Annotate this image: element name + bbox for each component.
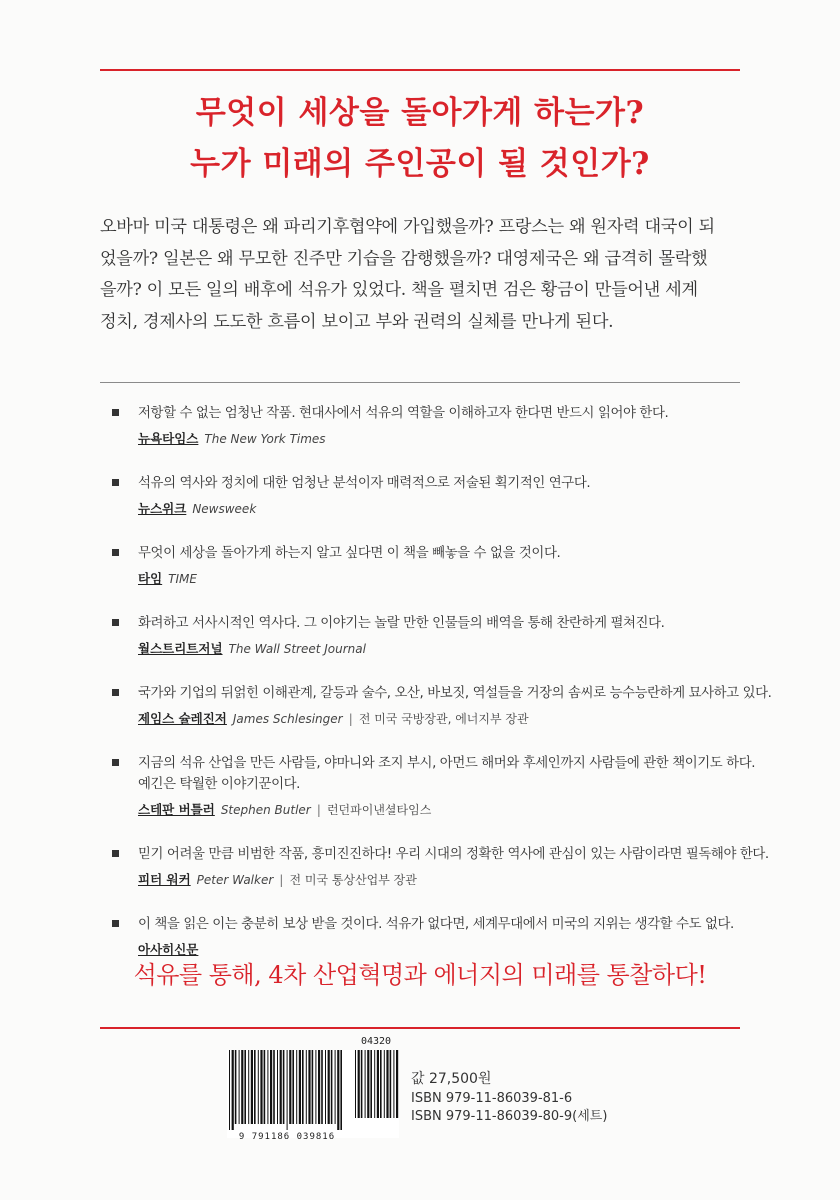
barcode-bar — [321, 1050, 323, 1124]
review-item — [112, 844, 769, 889]
addon-number: 04320 — [360, 1036, 392, 1047]
barcode-bar — [244, 1050, 246, 1124]
separator: | — [316, 802, 321, 817]
barcode-bar — [390, 1050, 392, 1118]
review-item — [112, 473, 742, 518]
review-quote: 믿기 어려울 만큼 비범한 작품, 흥미진진하다! 우리 시대의 정확한 역사에 관심이 있는 사람이라면 필독해야 한다. — [138, 847, 769, 862]
review-item — [112, 403, 742, 448]
intro-line: 오바마 미국 대통령은 왜 파리기후협약에 가입했을까? 프랑스는 왜 원자력 대국이 되 — [100, 217, 715, 237]
barcode-bar — [292, 1050, 294, 1124]
review-item — [112, 613, 742, 658]
source-name-korean: 피터 워커 — [138, 872, 191, 887]
barcode-bar — [254, 1050, 256, 1124]
headline — [100, 88, 740, 190]
review-quote: 지금의 석유 산업을 만든 사람들, 야마니와 조지 부시, 아먼드 해머와 후세인까지 사람들에 관한 책이기도 하다. — [138, 756, 756, 771]
barcode-bar — [386, 1050, 388, 1118]
ean13-barcode — [227, 1050, 345, 1130]
barcode-bar — [312, 1050, 314, 1124]
barcode-bar — [335, 1050, 336, 1124]
barcode-bar — [267, 1050, 268, 1124]
barcode-bar — [384, 1050, 385, 1118]
review-list — [112, 403, 772, 984]
barcode-bar — [280, 1050, 282, 1124]
barcode — [227, 1036, 399, 1142]
barcode-bar — [264, 1050, 266, 1124]
source-name-english: Peter Walker — [196, 873, 274, 887]
barcode-bar — [318, 1050, 320, 1124]
review-quote: 국가와 기업의 뒤얽힌 이해관계, 갈등과 술수, 오산, 바보짓, 역설들을 거장의 솜씨로 능수능란하게 묘사하고 있다. — [138, 686, 772, 701]
barcode-bar — [232, 1050, 234, 1130]
tagline: 석유를 통해, 4차 산업혁명과 에너지의 미래를 통찰하다! — [133, 961, 707, 989]
barcode-bar — [358, 1050, 360, 1118]
barcode-bar — [328, 1050, 330, 1124]
price-isbn-block — [411, 1070, 607, 1126]
bullet-square-icon — [112, 689, 119, 696]
headline-line-2: 누가 미래의 주인공이 될 것인가? — [190, 146, 650, 182]
barcode-bar — [355, 1050, 356, 1118]
intro-line: 정치, 경제사의 도도한 흐름이 보이고 부와 권력의 실체를 만나게 된다. — [100, 311, 614, 332]
review-item — [112, 683, 772, 728]
source-name-english: Stephen Butler — [220, 803, 311, 817]
source-name-korean: 아사히신문 — [138, 942, 199, 957]
source-name-english: TIME — [168, 572, 197, 586]
barcode-bar — [370, 1050, 372, 1118]
barcode-bar — [340, 1050, 342, 1130]
barcode-bar — [239, 1050, 240, 1124]
review-item — [112, 914, 742, 959]
headline-line-1: 무엇이 세상을 돌아가게 하는가? — [195, 95, 645, 131]
top-red-rule — [100, 69, 740, 71]
barcode-bar — [289, 1050, 291, 1124]
barcode-bar — [380, 1050, 382, 1118]
bullet-square-icon — [112, 619, 119, 626]
bottom-red-rule — [100, 1027, 740, 1029]
review-quote: 저항할 수 없는 엄청난 작품. 현대사에서 석유의 역할을 이해하고자 한다면 반드시 읽어야 한다. — [138, 406, 669, 421]
intro-line: 을까? 이 모든 일의 배후에 석유가 있었다. 책을 펼치면 검은 황금이 만들어낸 세계 — [100, 280, 698, 300]
barcode-bar — [393, 1050, 394, 1118]
review-quote: 무엇이 세상을 돌아가게 하는지 알고 싶다면 이 책을 빼놓을 수 없을 것이다. — [138, 546, 561, 561]
source-name-korean: 타임 — [138, 571, 163, 586]
source-description: 런던파이낸셜타임스 — [326, 803, 432, 817]
bullet-square-icon — [112, 549, 119, 556]
source-name-english: Newsweek — [192, 502, 257, 516]
barcode-bar — [365, 1050, 366, 1118]
review-item — [112, 753, 756, 819]
barcode-bar — [306, 1050, 307, 1124]
source-description: 전 미국 통상산업부 장관 — [289, 873, 417, 887]
addon-barcode — [353, 1050, 399, 1130]
isbn-individual: ISBN 979-11-86039-81-6 — [411, 1091, 573, 1106]
barcode-bar — [260, 1050, 262, 1124]
barcode-bar — [248, 1050, 249, 1124]
barcode-bar — [302, 1050, 304, 1124]
source-description: 전 미국 국방장관, 에너지부 장관 — [358, 712, 529, 726]
source-name-korean: 뉴스위크 — [138, 501, 187, 516]
barcode-bar — [377, 1050, 379, 1118]
barcode-bar — [308, 1050, 310, 1124]
isbn-set: ISBN 979-11-86039-80-9(세트) — [411, 1109, 608, 1124]
separator: | — [348, 711, 353, 726]
barcode-bar — [235, 1050, 237, 1124]
barcode-bar — [229, 1050, 230, 1130]
price: 값 27,500원 — [411, 1071, 492, 1087]
review-item — [112, 543, 742, 588]
source-name-korean: 뉴욕타임스 — [138, 431, 199, 446]
bullet-square-icon — [112, 759, 119, 766]
review-source — [138, 640, 742, 658]
barcode-number: 9 791186 039816 — [238, 1132, 336, 1142]
review-source — [138, 710, 742, 728]
barcode-bar — [258, 1050, 259, 1124]
review-source — [138, 570, 742, 588]
review-source — [138, 430, 742, 448]
review-quote: 석유의 역사와 정치에 대한 엄청난 분석이자 매력적으로 저술된 획기적인 연구다. — [138, 476, 591, 491]
separator: | — [279, 872, 284, 887]
review-source — [138, 801, 742, 819]
barcode-bar — [277, 1050, 278, 1124]
review-quote: 화려하고 서사시적인 역사다. 그 이야기는 놀랄 만한 인물들의 배역을 통해 찬란하게 펼쳐진다. — [138, 616, 665, 631]
source-name-english: The New York Times — [204, 432, 326, 446]
source-name-korean: 월스트리트저널 — [138, 641, 223, 656]
barcode-bar — [241, 1050, 243, 1124]
section-divider — [100, 382, 740, 383]
intro-paragraph — [100, 212, 740, 338]
barcode-bar — [367, 1050, 369, 1118]
barcode-bar — [396, 1050, 398, 1118]
bullet-square-icon — [112, 920, 119, 927]
review-quote: 예긴은 탁월한 이야기꾼이다. — [138, 777, 300, 792]
barcode-bar — [296, 1050, 297, 1124]
bullet-square-icon — [112, 409, 119, 416]
barcode-bar — [315, 1050, 316, 1124]
bullet-square-icon — [112, 479, 119, 486]
barcode-bar — [287, 1050, 288, 1130]
intro-line: 었을까? 일본은 왜 무모한 진주만 기습을 감행했을까? 대영제국은 왜 급격히 몰락했 — [100, 248, 708, 269]
bullet-square-icon — [112, 850, 119, 857]
barcode-bar — [374, 1050, 375, 1118]
barcode-bar — [283, 1050, 285, 1124]
barcode-bar — [270, 1050, 272, 1124]
barcode-bar — [299, 1050, 301, 1124]
review-quote: 이 책을 읽은 이는 충분히 보상 받을 것이다. 석유가 없다면, 세계무대에서 미국의 지위는 생각할 수도 없다. — [138, 917, 734, 932]
barcode-bar — [337, 1050, 339, 1130]
source-name-korean: 제임스 슐레진저 — [138, 711, 227, 726]
barcode-bar — [325, 1050, 326, 1124]
review-source — [138, 871, 742, 889]
source-name-english: James Schlesinger — [232, 712, 343, 726]
source-name-korean: 스테판 버틀러 — [138, 802, 215, 817]
barcode-bar — [251, 1050, 253, 1124]
review-source — [138, 500, 742, 518]
source-name-english: The Wall Street Journal — [228, 642, 366, 656]
barcode-bar — [331, 1050, 333, 1124]
barcode-bar — [361, 1050, 363, 1118]
barcode-bar — [273, 1050, 275, 1124]
